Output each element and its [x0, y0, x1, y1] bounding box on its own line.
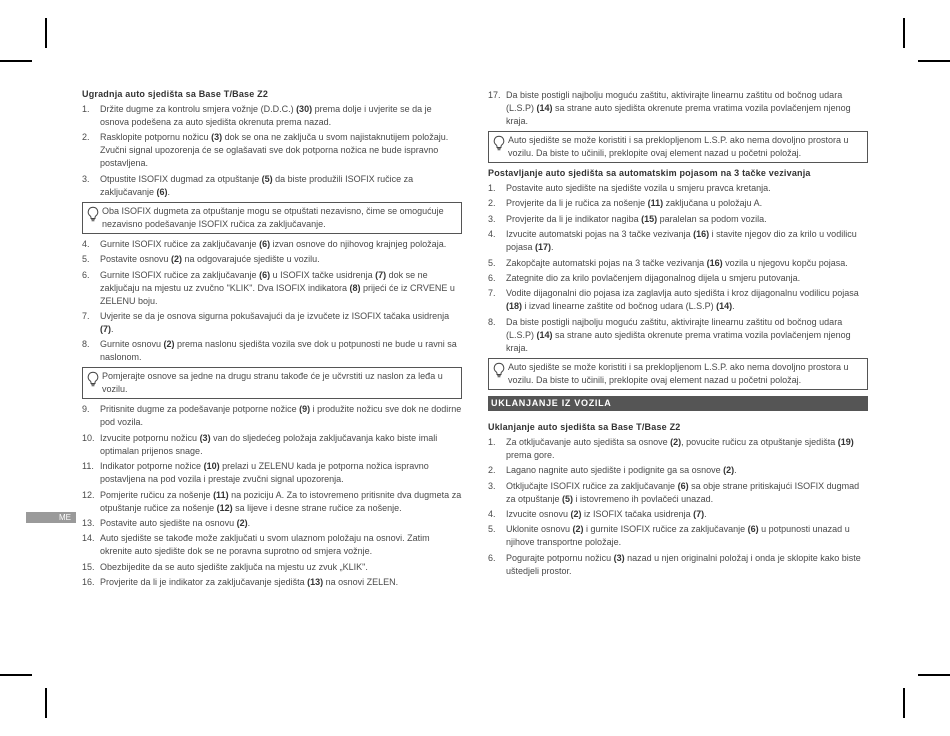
crop-mark — [903, 688, 905, 718]
lightbulb-icon — [492, 362, 508, 378]
item-number: 2. — [82, 132, 90, 143]
item-number: 1. — [488, 436, 496, 447]
item-number: 4. — [488, 229, 496, 240]
item-number: 2. — [488, 465, 496, 476]
lightbulb-icon — [492, 135, 508, 151]
item-number: 4. — [488, 508, 496, 519]
section-heading: Uklanjanje auto sjedišta sa Base T/Base Z2 — [488, 421, 681, 432]
crop-mark — [918, 674, 950, 676]
item-number: 6. — [82, 269, 90, 280]
list-item — [82, 310, 462, 336]
item-number: 7. — [82, 310, 90, 321]
item-number: 3. — [488, 480, 496, 491]
section-heading: Ugradnja auto sjedišta sa Base T/Base Z2 — [82, 89, 269, 99]
list-item — [82, 253, 462, 266]
list-item — [488, 523, 868, 549]
lightbulb-icon — [86, 371, 102, 387]
instruction-list — [488, 436, 868, 578]
item-text: Da biste postigli najbolju moguću zaštitu, aktivirajte linearnu zaštitu od bočnog udara (L.S.P) (14) sa strane auto sjedišta okrenute prema vratima vozila povlačenjem njenog kraja. — [506, 90, 851, 126]
item-text: Rasklopite potpornu nožicu (3) dok se ona ne zaključa u svom najistaknutijem položaju. Zvučni signal upozorenja će se oglašavati sve dok potporna nožica ne bude ispravno postavljena. — [100, 132, 449, 169]
list-item — [82, 561, 462, 574]
item-text: Za otključavanje auto sjedišta sa osnove (2), povucite ručicu za otpuštanje sjedišta (19) prema gore. — [506, 436, 854, 460]
item-text: Zakopčajte automatski pojas na 3 tačke vezivanja (16) vozila u njegovu kopču pojasa. — [506, 257, 848, 268]
item-text: Gurnite ISOFIX ručice za zaključavanje (6) u ISOFIX tačke usidrenja (7) dok se ne zaključaju na mjestu uz zvučno "KLIK". Dva ISOFIX indikatora (8) prijeći će iz CRVENE u ZELENU boju. — [100, 269, 455, 306]
list-item — [488, 197, 868, 210]
note-box — [488, 131, 868, 163]
note-text: Auto sjedište se može koristiti i sa preklopljenom L.S.P. ako nema dovoljno prostora u vozilu. Da biste to učinili, preklopite ovaj element nazad u početni položaj. — [508, 135, 849, 158]
crop-mark — [0, 674, 32, 676]
item-text: Pomjerite ručicu za nošenje (11) na poziciju A. Za to istovremeno pritisnite dva dugmeta za otpuštanje ručice za nošenje (12) sa lijeve i desne strane ručice za nošenje. — [100, 489, 462, 513]
item-text: Postavite osnovu (2) na odgovarajuće sjedište u vozilu. — [100, 254, 320, 265]
item-number: 2. — [488, 198, 496, 209]
list-item — [82, 269, 462, 308]
list-item — [82, 532, 462, 558]
list-item — [488, 316, 868, 355]
language-tab: ME — [26, 512, 76, 523]
list-item — [488, 508, 868, 521]
item-number: 5. — [488, 257, 496, 268]
instruction-list — [82, 238, 462, 365]
list-item — [82, 517, 462, 530]
item-text: Otpustite ISOFIX dugmad za otpuštanje (5) da biste produžili ISOFIX ručice za zaključavanje (6). — [100, 173, 414, 197]
item-text: Lagano nagnite auto sjedište i podignite ga sa osnove (2). — [506, 465, 737, 476]
item-number: 7. — [488, 288, 496, 299]
instruction-list — [488, 89, 868, 128]
item-text: Držite dugme za kontrolu smjera vožnje (D.D.C.) (30) prema dolje i uvjerite se da je osnova podešena za auto sjedišta okrenuta prema nazad. — [100, 104, 432, 127]
note-text: Pomjerajte osnove sa jedne na drugu stranu takođe će je učvrstiti uz naslon za leđa u vozilu. — [102, 371, 443, 395]
right-column — [488, 89, 868, 580]
item-text: Vodite dijagonalni dio pojasa iza zaglavlja auto sjedišta i kroz dijagonalnu vodilicu pojasa (18) i izvad linearne zaštite od bočnog udara (L.S.P) (14). — [506, 288, 859, 312]
crop-mark — [903, 18, 905, 48]
note-box — [488, 358, 868, 390]
item-number: 9. — [82, 404, 90, 415]
section-bar: UKLANJANJE IZ VOZILA — [488, 396, 868, 411]
item-number: 11. — [82, 461, 94, 472]
left-column — [82, 88, 462, 591]
note-text: Oba ISOFIX dugmeta za otpuštanje mogu se otpuštati nezavisno, čime se omogućuje nezavisno podešavanje ISOFIX ručica za zaključavanje. — [102, 205, 444, 229]
crop-mark — [0, 60, 32, 62]
item-number: 3. — [488, 213, 496, 224]
item-number: 8. — [488, 316, 496, 327]
list-item — [488, 89, 868, 128]
crop-mark — [45, 18, 47, 48]
item-text: Provjerite da li je indikator nagiba (15) paralelan sa podom vozila. — [506, 213, 767, 224]
item-number: 1. — [82, 104, 90, 114]
note-box — [82, 367, 462, 399]
item-number: 3. — [82, 173, 90, 184]
list-item — [82, 432, 462, 458]
item-text: Zategnite dio za krilo povlačenjem dijagonalnog dijela u smjeru putovanja. — [506, 272, 801, 283]
item-number: 15. — [82, 561, 95, 572]
instruction-list — [82, 403, 462, 589]
item-text: Obezbijedite da se auto sjedište zaključa na mjestu uz zvuk „KLIK". — [100, 561, 368, 572]
item-text: Provjerite da li je indikator za zaključavanje sjedišta (13) na osnovi ZELEN. — [100, 577, 399, 588]
list-item — [488, 287, 868, 313]
item-number: 12. — [82, 489, 95, 500]
crop-mark — [918, 60, 950, 62]
list-item — [82, 403, 462, 429]
instruction-list — [488, 182, 868, 355]
item-number: 5. — [488, 524, 496, 535]
item-text: Gurnite osnovu (2) prema naslonu sjedišta vozila sve dok u potpunosti ne bude u ravni sa naslonom. — [100, 339, 457, 363]
item-number: 4. — [82, 238, 90, 249]
item-text: Izvucite osnovu (2) iz ISOFIX tačaka usidrenja (7). — [506, 508, 707, 519]
item-number: 5. — [82, 254, 90, 265]
item-text: Uvjerite se da je osnova sigurna pokušavajući da je izvučete iz ISOFIX tačaka usidrenja (7). — [100, 310, 450, 334]
item-text: Postavite auto sjedište na osnovu (2). — [100, 517, 251, 528]
item-text: Auto sjedište se takođe može zaključati u svom ulaznom položaju na osnovi. Zatim okrenite auto sjedište dok se ne poravna suprotno od smjera vožnje. — [100, 533, 430, 557]
list-item — [488, 228, 868, 254]
item-text: Otključajte ISOFIX ručice za zaključavanje (6) sa obje strane pritiskajući ISOFIX dugmad za otpuštanje (5) i istovremeno ih povlačeći unazad. — [506, 480, 860, 504]
item-number: 17. — [488, 90, 501, 100]
lightbulb-icon — [86, 206, 102, 222]
item-number: 6. — [488, 552, 496, 563]
list-item — [488, 272, 868, 285]
list-item — [82, 103, 462, 129]
item-text: Izvucite potpornu nožicu (3) van do sljedećeg položaja zaključavanja kako biste imali optimalan prijenos snage. — [100, 432, 438, 456]
item-text: Pogurajte potpornu nožicu (3) nazad u njen originalni položaj i onda je sklopite kako biste uštedjeli prostor. — [506, 552, 861, 576]
item-text: Postavite auto sjedište na sjedište vozila u smjeru pravca kretanja. — [506, 183, 771, 193]
list-item — [82, 338, 462, 364]
instruction-list — [82, 103, 462, 199]
crop-mark — [45, 688, 47, 718]
list-item — [488, 213, 868, 226]
list-item — [488, 552, 868, 578]
list-item — [488, 436, 868, 462]
item-number: 8. — [82, 339, 90, 350]
item-number: 14. — [82, 533, 95, 544]
list-item — [82, 173, 462, 199]
section-heading: Postavljanje auto sjedišta sa automatskim pojasom na 3 tačke vezivanja — [488, 168, 811, 178]
item-text: Da biste postigli najbolju moguću zaštitu, aktivirajte linearnu zaštitu od bočnog udara (L.S.P) (14) sa strane auto sjedišta okrenute prema vratima vozila povlačenjem njenog kraja. — [506, 316, 851, 353]
list-item — [488, 257, 868, 270]
list-item — [82, 576, 462, 589]
item-number: 16. — [82, 577, 95, 588]
item-text: Izvucite automatski pojas na 3 tačke vezivanja (16) i stavite njegov dio za krilo u vodilicu pojasa (17). — [506, 229, 857, 253]
item-number: 6. — [488, 272, 496, 283]
list-item — [488, 480, 868, 506]
list-item — [82, 238, 462, 251]
list-item — [82, 489, 462, 515]
item-text: Uklonite osnovu (2) i gurnite ISOFIX ručice za zaključavanje (6) u potpunosti unazad u njihove transportne položaje. — [506, 524, 850, 548]
item-text: Provjerite da li je ručica za nošenje (11) zaključana u položaju A. — [506, 198, 763, 209]
list-item — [488, 182, 868, 195]
item-text: Gurnite ISOFIX ručice za zaključavanje (6) izvan osnove do njihovog krajnjeg položaja. — [100, 238, 447, 249]
item-text: Indikator potporne nožice (10) prelazi u ZELENU kada je potporna nožica ispravno postavljena na pod vozila i prestaje zvučni signal upozorenja. — [100, 461, 429, 485]
list-item — [82, 131, 462, 170]
item-number: 10. — [82, 432, 95, 443]
item-number: 13. — [82, 517, 95, 528]
list-item — [82, 460, 462, 486]
list-item — [488, 464, 868, 477]
item-number: 1. — [488, 183, 496, 193]
note-box — [82, 202, 462, 234]
note-text: Auto sjedište se može koristiti i sa preklopljenom L.S.P. ako nema dovoljno prostora u vozilu. Da biste to učinili, preklopite ovaj element nazad u početni položaj. — [508, 361, 849, 385]
item-text: Pritisnite dugme za podešavanje potporne nožice (9) i produžite nožicu sve dok ne dodirne pod vozila. — [100, 404, 462, 428]
